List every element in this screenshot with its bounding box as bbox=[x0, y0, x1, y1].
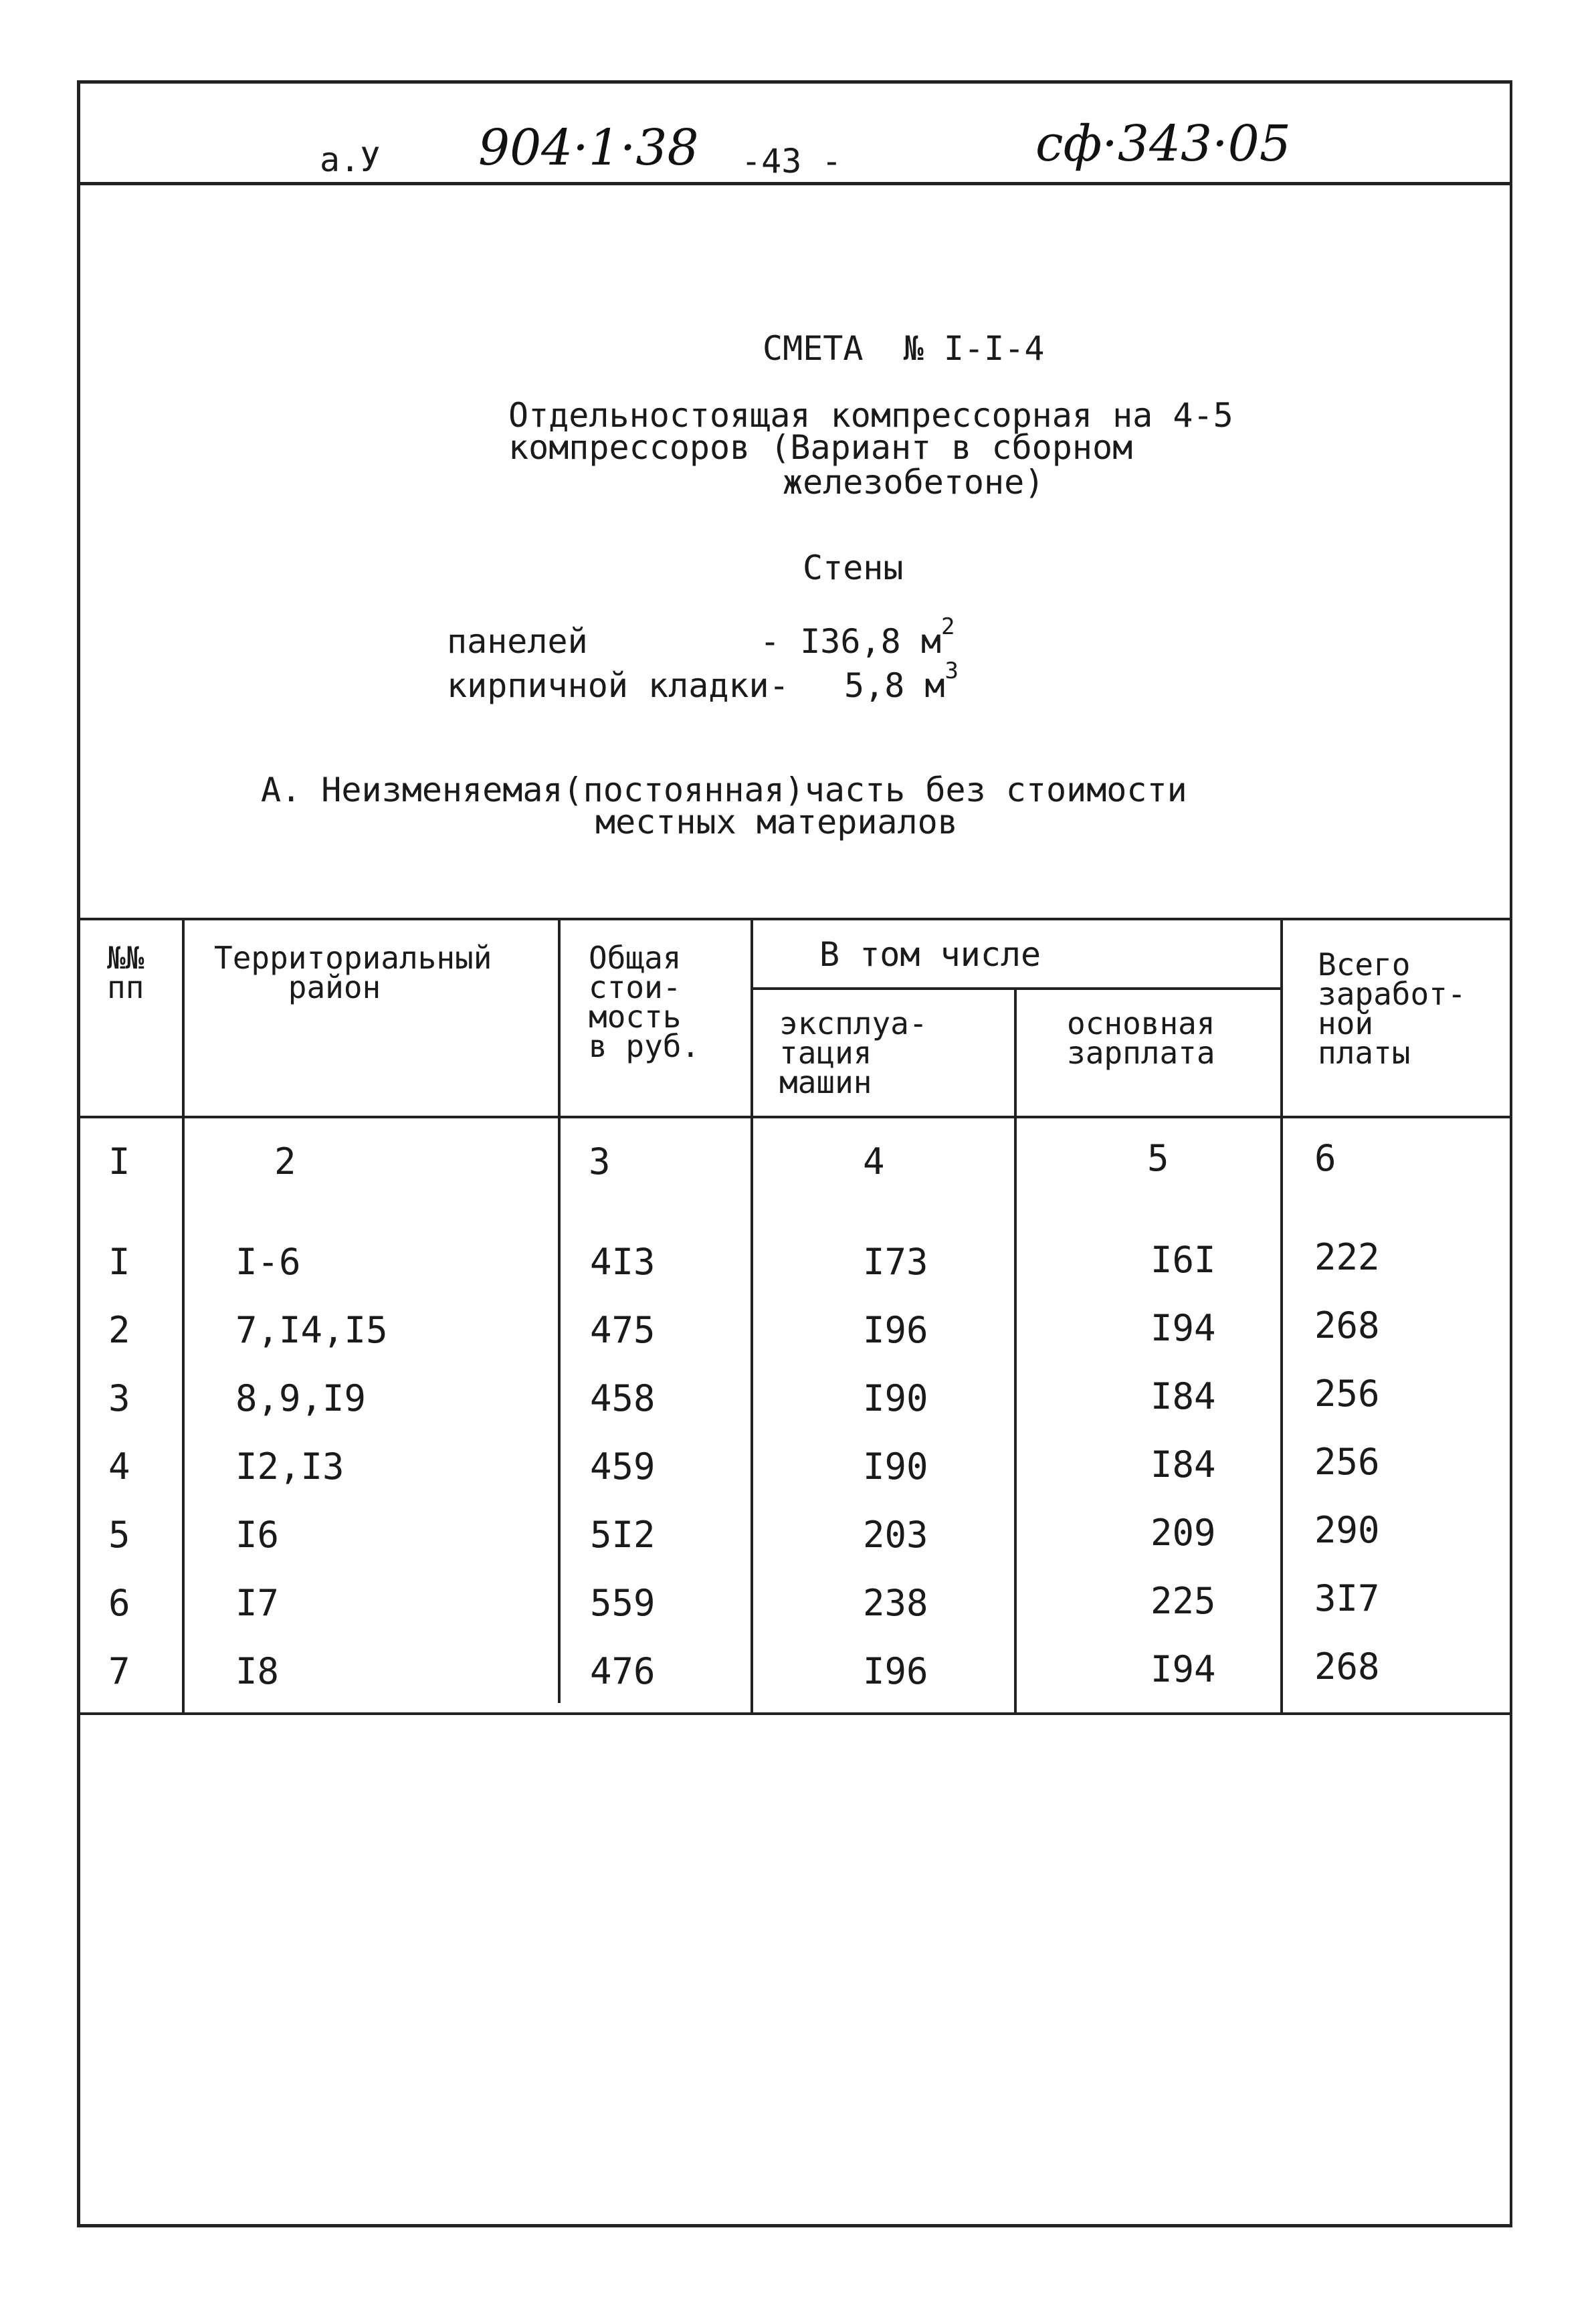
wages-cell: 268 bbox=[1314, 1645, 1380, 1688]
header-number: №№ пп bbox=[107, 940, 144, 1005]
region-cell: 8,9,I9 bbox=[235, 1377, 367, 1419]
row-number: 4 bbox=[108, 1445, 130, 1488]
salary-cell: I84 bbox=[1151, 1443, 1216, 1486]
machine-cost-cell: I73 bbox=[863, 1241, 928, 1283]
header-region: Территориальный район bbox=[214, 940, 492, 1005]
salary-cell: I84 bbox=[1151, 1375, 1216, 1417]
brick-value: 5,8 $м^3$ bbox=[844, 658, 959, 705]
col-divider-4 bbox=[1014, 990, 1017, 1715]
machine-cost-cell: 203 bbox=[863, 1514, 928, 1556]
header-project-number: 904·1·38 bbox=[478, 119, 699, 177]
wages-cell: 256 bbox=[1314, 1373, 1380, 1415]
wages-cell: 290 bbox=[1314, 1509, 1380, 1551]
col-number-6: 6 bbox=[1314, 1137, 1336, 1179]
section-title-line-1: А. Неизменяемая(постоянная)часть без стоимости bbox=[261, 771, 1187, 809]
total-cost-cell: 5I2 bbox=[590, 1514, 656, 1556]
walls-label: Стены bbox=[803, 548, 904, 587]
row-number: 3 bbox=[108, 1377, 130, 1419]
title-line-1: Отдельностоящая компрессорная на 4-5 bbox=[508, 396, 1233, 435]
col-divider-5 bbox=[1280, 920, 1283, 1715]
total-cost-cell: 475 bbox=[590, 1309, 656, 1351]
wages-cell: 256 bbox=[1314, 1441, 1380, 1483]
col-number-3: 3 bbox=[589, 1140, 611, 1183]
table-top-border bbox=[79, 918, 1512, 920]
col-number-4: 4 bbox=[863, 1140, 885, 1183]
machine-cost-cell: I96 bbox=[863, 1309, 928, 1351]
row-number: I bbox=[108, 1241, 130, 1283]
row-number: 7 bbox=[108, 1650, 130, 1692]
panels-label: панелей bbox=[447, 622, 588, 661]
salary-cell: I94 bbox=[1151, 1307, 1216, 1349]
wages-cell: 268 bbox=[1314, 1304, 1380, 1346]
header-total-cost: Общая стои- мость в руб. bbox=[589, 940, 700, 1064]
title-line-2: компрессоров (Вариант в сборном bbox=[508, 428, 1133, 467]
wages-cell: 3I7 bbox=[1314, 1577, 1380, 1619]
region-cell: I2,I3 bbox=[235, 1445, 344, 1488]
machine-cost-cell: I90 bbox=[863, 1377, 928, 1419]
brick-label: кирпичной кладки- bbox=[447, 666, 789, 705]
salary-cell: I6I bbox=[1151, 1239, 1216, 1281]
estimate-heading: СМЕТА № I-I-4 bbox=[763, 329, 1045, 368]
region-cell: I8 bbox=[235, 1650, 280, 1692]
section-title-line-2: местных материалов bbox=[595, 803, 958, 841]
total-cost-cell: 476 bbox=[590, 1650, 656, 1692]
salary-cell: 209 bbox=[1151, 1512, 1216, 1554]
panels-value: - I36,8 $м^2$ bbox=[760, 613, 955, 661]
col-number-5: 5 bbox=[1147, 1137, 1169, 1179]
total-cost-cell: 559 bbox=[590, 1582, 656, 1624]
col-divider-2 bbox=[558, 920, 561, 1703]
row-number: 6 bbox=[108, 1582, 130, 1624]
machine-cost-cell: I96 bbox=[863, 1650, 928, 1692]
col-number-1: I bbox=[108, 1140, 130, 1183]
col-divider-1 bbox=[182, 920, 185, 1715]
machine-cost-cell: 238 bbox=[863, 1582, 928, 1624]
header-document-code: сф·343·05 bbox=[1035, 115, 1291, 173]
row-number: 5 bbox=[108, 1514, 130, 1556]
header-page-number: -43 - bbox=[741, 142, 842, 181]
header-divider bbox=[79, 182, 1512, 185]
salary-cell: I94 bbox=[1151, 1648, 1216, 1690]
header-base-salary: основная зарплата bbox=[1067, 1005, 1215, 1071]
machine-cost-cell: I90 bbox=[863, 1445, 928, 1488]
row-number: 2 bbox=[108, 1309, 130, 1351]
region-cell: I6 bbox=[235, 1514, 280, 1556]
total-cost-cell: 459 bbox=[590, 1445, 656, 1488]
title-line-3: железобетоне) bbox=[783, 463, 1045, 502]
header-prefix: а.У bbox=[320, 140, 381, 179]
header-including: В том числе bbox=[819, 935, 1041, 974]
col-divider-3 bbox=[751, 920, 753, 1715]
table-bottom-border bbox=[79, 1712, 1512, 1715]
total-cost-cell: 4I3 bbox=[590, 1241, 656, 1283]
total-cost-cell: 458 bbox=[590, 1377, 656, 1419]
salary-cell: 225 bbox=[1151, 1580, 1216, 1622]
wages-cell: 222 bbox=[1314, 1236, 1380, 1278]
region-cell: I7 bbox=[235, 1582, 280, 1624]
header-machine-operation: эксплуа- тация машин bbox=[779, 1005, 928, 1100]
col-number-2: 2 bbox=[274, 1140, 296, 1183]
header-total-wages: Всего заработ- ной платы bbox=[1318, 946, 1466, 1071]
region-cell: 7,I4,I5 bbox=[235, 1309, 388, 1351]
header-bottom-border bbox=[79, 1116, 1512, 1118]
region-cell: I-6 bbox=[235, 1241, 301, 1283]
